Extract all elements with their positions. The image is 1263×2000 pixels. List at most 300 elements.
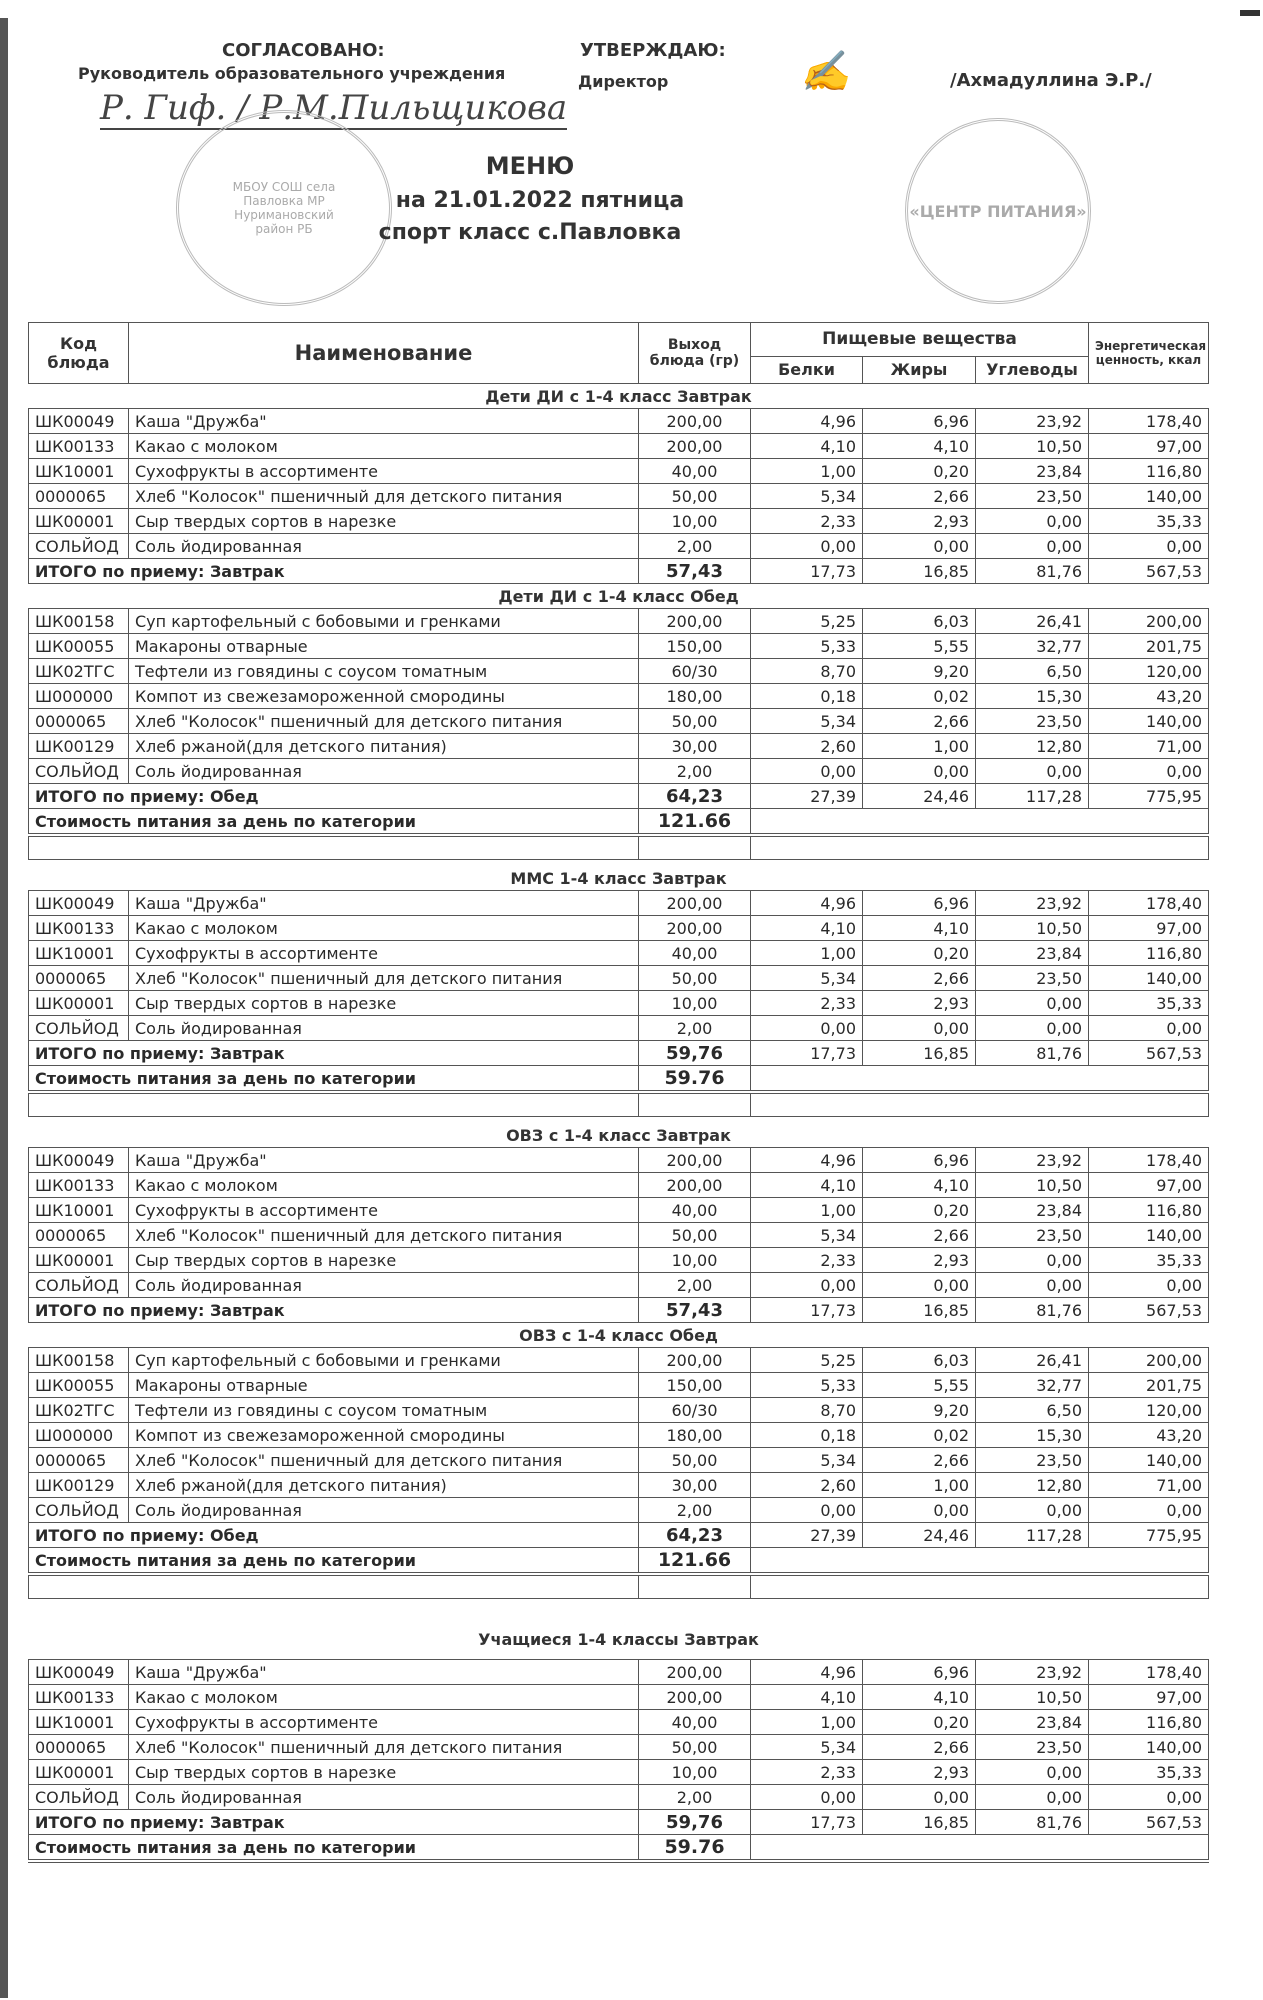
dish-carbs: 23,50 xyxy=(976,1223,1089,1248)
dish-output: 10,00 xyxy=(639,1248,751,1273)
dish-name: Каша "Дружба" xyxy=(129,891,639,916)
dish-name: Какао с молоком xyxy=(129,434,639,459)
dish-proteins: 1,00 xyxy=(751,941,863,966)
dish-code: СОЛЬЙОД xyxy=(29,534,129,559)
menu-table xyxy=(28,322,1209,1863)
dish-carbs: 0,00 xyxy=(976,509,1089,534)
empty-cell xyxy=(751,1092,1209,1117)
dish-energy: 0,00 xyxy=(1089,534,1209,559)
dish-output: 60/30 xyxy=(639,659,751,684)
dish-carbs: 0,00 xyxy=(976,1273,1089,1298)
table-row xyxy=(29,1248,1209,1273)
table-row xyxy=(29,966,1209,991)
dish-proteins: 0,00 xyxy=(751,1016,863,1041)
dish-fats: 0,00 xyxy=(863,759,976,784)
dish-output: 40,00 xyxy=(639,1710,751,1735)
dish-energy: 120,00 xyxy=(1089,1398,1209,1423)
dish-code: Ш000000 xyxy=(29,684,129,709)
cost-blank xyxy=(751,1066,1209,1093)
cost-value: 59.76 xyxy=(639,1066,751,1093)
dish-output: 2,00 xyxy=(639,534,751,559)
dish-code: ШК10001 xyxy=(29,941,129,966)
dish-fats: 9,20 xyxy=(863,1398,976,1423)
dish-proteins: 0,00 xyxy=(751,1498,863,1523)
dish-energy: 178,40 xyxy=(1089,1148,1209,1173)
table-row xyxy=(29,1473,1209,1498)
dish-carbs: 0,00 xyxy=(976,759,1089,784)
dish-fats: 6,03 xyxy=(863,1348,976,1373)
dish-code: ШК00001 xyxy=(29,509,129,534)
dish-output: 200,00 xyxy=(639,434,751,459)
dish-carbs: 15,30 xyxy=(976,684,1089,709)
dish-output: 180,00 xyxy=(639,684,751,709)
dish-fats: 2,66 xyxy=(863,966,976,991)
dish-fats: 0,20 xyxy=(863,459,976,484)
dish-code: ШК00133 xyxy=(29,916,129,941)
col-fats: Жиры xyxy=(863,356,976,383)
dish-carbs: 23,92 xyxy=(976,1148,1089,1173)
empty-cell xyxy=(751,835,1209,860)
dish-fats: 4,10 xyxy=(863,434,976,459)
total-row xyxy=(29,1041,1209,1066)
dish-energy: 116,80 xyxy=(1089,1198,1209,1223)
dish-energy: 71,00 xyxy=(1089,1473,1209,1498)
dish-carbs: 10,50 xyxy=(976,434,1089,459)
dish-proteins: 0,00 xyxy=(751,1785,863,1810)
dish-code: Ш000000 xyxy=(29,1423,129,1448)
dish-code: СОЛЬЙОД xyxy=(29,1498,129,1523)
dish-proteins: 0,00 xyxy=(751,1273,863,1298)
dish-energy: 0,00 xyxy=(1089,759,1209,784)
dish-proteins: 4,96 xyxy=(751,409,863,434)
dish-code: ШК10001 xyxy=(29,1198,129,1223)
total-proteins: 17,73 xyxy=(751,1810,863,1835)
dish-fats: 0,02 xyxy=(863,684,976,709)
table-row xyxy=(29,1173,1209,1198)
section-title: ОВЗ с 1-4 класс Обед xyxy=(519,1325,718,1345)
table-row xyxy=(29,941,1209,966)
dish-fats: 5,55 xyxy=(863,634,976,659)
dish-output: 50,00 xyxy=(639,1735,751,1760)
cost-label: Стоимость питания за день по категории xyxy=(29,1835,639,1862)
dish-proteins: 4,96 xyxy=(751,1660,863,1685)
dish-fats: 5,55 xyxy=(863,1373,976,1398)
total-output: 57,43 xyxy=(639,559,751,584)
total-carbs: 81,76 xyxy=(976,559,1089,584)
dish-name: Хлеб ржаной(для детского питания) xyxy=(129,1473,639,1498)
dish-carbs: 0,00 xyxy=(976,1248,1089,1273)
dish-code: ШК00158 xyxy=(29,1348,129,1373)
dish-output: 50,00 xyxy=(639,1448,751,1473)
total-fats: 16,85 xyxy=(863,1810,976,1835)
total-proteins: 27,39 xyxy=(751,784,863,809)
dish-proteins: 5,34 xyxy=(751,1448,863,1473)
dish-fats: 0,02 xyxy=(863,1423,976,1448)
dish-carbs: 26,41 xyxy=(976,1348,1089,1373)
table-row xyxy=(29,409,1209,434)
dish-code: ШК00055 xyxy=(29,634,129,659)
dish-code: ШК10001 xyxy=(29,459,129,484)
table-row xyxy=(29,1710,1209,1735)
dish-fats: 6,96 xyxy=(863,1148,976,1173)
dish-proteins: 5,34 xyxy=(751,709,863,734)
total-energy: 567,53 xyxy=(1089,1810,1209,1835)
dish-code: СОЛЬЙОД xyxy=(29,1785,129,1810)
dish-output: 2,00 xyxy=(639,1016,751,1041)
dish-output: 50,00 xyxy=(639,484,751,509)
dish-fats: 2,66 xyxy=(863,1735,976,1760)
dish-fats: 6,96 xyxy=(863,891,976,916)
dish-output: 200,00 xyxy=(639,891,751,916)
cost-blank xyxy=(751,809,1209,836)
table-row xyxy=(29,1448,1209,1473)
dish-proteins: 2,60 xyxy=(751,1473,863,1498)
dish-name: Хлеб "Колосок" пшеничный для детского питания xyxy=(129,966,639,991)
dish-energy: 140,00 xyxy=(1089,484,1209,509)
table-row xyxy=(29,891,1209,916)
dish-code: ШК00055 xyxy=(29,1373,129,1398)
table-row xyxy=(29,1423,1209,1448)
dish-code: ШК00158 xyxy=(29,609,129,634)
dish-carbs: 0,00 xyxy=(976,1760,1089,1785)
dish-proteins: 2,33 xyxy=(751,1248,863,1273)
dish-name: Соль йодированная xyxy=(129,1785,639,1810)
dish-energy: 140,00 xyxy=(1089,1448,1209,1473)
dish-energy: 35,33 xyxy=(1089,1248,1209,1273)
dish-energy: 0,00 xyxy=(1089,1785,1209,1810)
dish-energy: 97,00 xyxy=(1089,1685,1209,1710)
dish-energy: 201,75 xyxy=(1089,1373,1209,1398)
dish-fats: 4,10 xyxy=(863,916,976,941)
dish-name: Сухофрукты в ассортименте xyxy=(129,459,639,484)
dish-fats: 2,66 xyxy=(863,1448,976,1473)
cost-blank xyxy=(751,1548,1209,1575)
dish-proteins: 4,10 xyxy=(751,916,863,941)
dish-carbs: 23,92 xyxy=(976,409,1089,434)
dish-name: Соль йодированная xyxy=(129,534,639,559)
table-row xyxy=(29,759,1209,784)
dish-name: Сыр твердых сортов в нарезке xyxy=(129,1760,639,1785)
dish-proteins: 5,34 xyxy=(751,1223,863,1248)
dish-proteins: 4,10 xyxy=(751,434,863,459)
total-energy: 567,53 xyxy=(1089,1298,1209,1323)
dish-carbs: 10,50 xyxy=(976,1173,1089,1198)
dish-proteins: 5,33 xyxy=(751,1373,863,1398)
dish-output: 40,00 xyxy=(639,1198,751,1223)
dish-output: 40,00 xyxy=(639,459,751,484)
dish-code: ШК00049 xyxy=(29,1148,129,1173)
col-energy: Энергетическая ценность, ккал xyxy=(1089,323,1209,384)
dish-fats: 2,66 xyxy=(863,1223,976,1248)
dish-proteins: 5,34 xyxy=(751,966,863,991)
table-row xyxy=(29,484,1209,509)
dish-energy: 140,00 xyxy=(1089,966,1209,991)
cost-label: Стоимость питания за день по категории xyxy=(29,1548,639,1575)
menu-table-body xyxy=(29,384,1209,1862)
dish-carbs: 23,92 xyxy=(976,1660,1089,1685)
dish-carbs: 23,84 xyxy=(976,1198,1089,1223)
total-label: ИТОГО по приему: Завтрак xyxy=(29,1041,639,1066)
total-output: 64,23 xyxy=(639,1523,751,1548)
dish-name: Какао с молоком xyxy=(129,1173,639,1198)
approve-label: УТВЕРЖДАЮ: xyxy=(580,40,726,61)
stamp-right xyxy=(905,118,1091,304)
total-label: ИТОГО по приему: Завтрак xyxy=(29,1810,639,1835)
dish-fats: 6,96 xyxy=(863,409,976,434)
dish-code: 0000065 xyxy=(29,966,129,991)
total-output: 57,43 xyxy=(639,1298,751,1323)
dish-proteins: 8,70 xyxy=(751,659,863,684)
dish-carbs: 6,50 xyxy=(976,659,1089,684)
dish-name: Хлеб "Колосок" пшеничный для детского питания xyxy=(129,1735,639,1760)
dish-name: Хлеб "Колосок" пшеничный для детского питания xyxy=(129,1223,639,1248)
dish-energy: 116,80 xyxy=(1089,1710,1209,1735)
dish-code: ШК00129 xyxy=(29,734,129,759)
total-row xyxy=(29,784,1209,809)
dish-proteins: 2,33 xyxy=(751,509,863,534)
dish-code: ШК02ТГС xyxy=(29,1398,129,1423)
dish-fats: 0,00 xyxy=(863,534,976,559)
total-row xyxy=(29,559,1209,584)
section-title: Дети ДИ с 1-4 класс Обед xyxy=(498,586,739,606)
total-carbs: 81,76 xyxy=(976,1810,1089,1835)
scan-mark xyxy=(1240,10,1260,16)
total-row xyxy=(29,1523,1209,1548)
dish-energy: 120,00 xyxy=(1089,659,1209,684)
section-header xyxy=(29,1323,1209,1348)
table-row xyxy=(29,1348,1209,1373)
table-row xyxy=(29,434,1209,459)
dish-carbs: 23,92 xyxy=(976,891,1089,916)
dish-energy: 116,80 xyxy=(1089,941,1209,966)
dish-output: 2,00 xyxy=(639,1785,751,1810)
dish-name: Сыр твердых сортов в нарезке xyxy=(129,991,639,1016)
dish-energy: 140,00 xyxy=(1089,709,1209,734)
dish-code: 0000065 xyxy=(29,1223,129,1248)
dish-name: Суп картофельный с бобовыми и гренками xyxy=(129,1348,639,1373)
table-row xyxy=(29,509,1209,534)
dish-name: Макароны отварные xyxy=(129,1373,639,1398)
dish-carbs: 12,80 xyxy=(976,734,1089,759)
dish-carbs: 23,50 xyxy=(976,1735,1089,1760)
dish-carbs: 26,41 xyxy=(976,609,1089,634)
dish-output: 200,00 xyxy=(639,609,751,634)
dish-output: 2,00 xyxy=(639,1498,751,1523)
empty-cell xyxy=(751,1574,1209,1599)
stamp-right-text: «ЦЕНТР ПИТАНИЯ» xyxy=(909,201,1087,221)
spacer xyxy=(29,1605,1209,1619)
dish-energy: 200,00 xyxy=(1089,1348,1209,1373)
table-row xyxy=(29,659,1209,684)
dish-name: Соль йодированная xyxy=(129,1498,639,1523)
dish-fats: 2,93 xyxy=(863,991,976,1016)
section-header xyxy=(29,1123,1209,1148)
dish-name: Макароны отварные xyxy=(129,634,639,659)
section-header xyxy=(29,384,1209,409)
dish-energy: 35,33 xyxy=(1089,509,1209,534)
cost-label: Стоимость питания за день по категории xyxy=(29,1066,639,1093)
total-label: ИТОГО по приему: Обед xyxy=(29,784,639,809)
dish-code: ШК00001 xyxy=(29,1760,129,1785)
dish-name: Сухофрукты в ассортименте xyxy=(129,1710,639,1735)
cost-row xyxy=(29,1835,1209,1862)
dish-proteins: 2,33 xyxy=(751,991,863,1016)
col-nutrients: Пищевые вещества xyxy=(751,323,1089,357)
dish-name: Хлеб "Колосок" пшеничный для детского питания xyxy=(129,1448,639,1473)
dish-proteins: 1,00 xyxy=(751,459,863,484)
dish-output: 10,00 xyxy=(639,991,751,1016)
dish-output: 50,00 xyxy=(639,1223,751,1248)
col-output: Выход блюда (гр) xyxy=(639,323,751,384)
table-row xyxy=(29,1760,1209,1785)
cost-blank xyxy=(751,1835,1209,1862)
dish-output: 200,00 xyxy=(639,1660,751,1685)
dish-output: 200,00 xyxy=(639,1173,751,1198)
table-row xyxy=(29,1785,1209,1810)
dish-energy: 0,00 xyxy=(1089,1273,1209,1298)
total-energy: 567,53 xyxy=(1089,1041,1209,1066)
dish-carbs: 23,50 xyxy=(976,1448,1089,1473)
dish-code: ШК00133 xyxy=(29,434,129,459)
table-row xyxy=(29,1198,1209,1223)
dish-carbs: 23,84 xyxy=(976,941,1089,966)
table-row xyxy=(29,1373,1209,1398)
dish-proteins: 1,00 xyxy=(751,1710,863,1735)
dish-name: Какао с молоком xyxy=(129,916,639,941)
total-fats: 24,46 xyxy=(863,1523,976,1548)
agreed-role: Руководитель образовательного учреждения xyxy=(78,64,506,83)
table-row xyxy=(29,709,1209,734)
empty-row xyxy=(29,1574,1209,1599)
table-row xyxy=(29,1660,1209,1685)
dish-carbs: 10,50 xyxy=(976,1685,1089,1710)
dish-proteins: 5,34 xyxy=(751,1735,863,1760)
total-proteins: 27,39 xyxy=(751,1523,863,1548)
dish-output: 50,00 xyxy=(639,709,751,734)
total-fats: 16,85 xyxy=(863,1298,976,1323)
dish-energy: 200,00 xyxy=(1089,609,1209,634)
dish-fats: 0,20 xyxy=(863,1198,976,1223)
dish-fats: 2,66 xyxy=(863,484,976,509)
dish-name: Сухофрукты в ассортименте xyxy=(129,1198,639,1223)
total-proteins: 17,73 xyxy=(751,1298,863,1323)
dish-fats: 2,93 xyxy=(863,509,976,534)
dish-energy: 35,33 xyxy=(1089,991,1209,1016)
dish-energy: 116,80 xyxy=(1089,459,1209,484)
dish-name: Суп картофельный с бобовыми и гренками xyxy=(129,609,639,634)
table-row xyxy=(29,684,1209,709)
table-row xyxy=(29,734,1209,759)
dish-energy: 178,40 xyxy=(1089,891,1209,916)
dish-fats: 0,00 xyxy=(863,1785,976,1810)
total-label: ИТОГО по приему: Завтрак xyxy=(29,559,639,584)
dish-carbs: 23,50 xyxy=(976,709,1089,734)
dish-output: 40,00 xyxy=(639,941,751,966)
dish-proteins: 0,18 xyxy=(751,684,863,709)
col-code: Код блюда xyxy=(29,323,129,384)
dish-proteins: 8,70 xyxy=(751,1398,863,1423)
empty-cell xyxy=(29,835,639,860)
total-carbs: 117,28 xyxy=(976,784,1089,809)
dish-carbs: 6,50 xyxy=(976,1398,1089,1423)
dish-energy: 97,00 xyxy=(1089,916,1209,941)
empty-cell xyxy=(639,1574,751,1599)
dish-output: 60/30 xyxy=(639,1398,751,1423)
dish-name: Тефтели из говядины с соусом томатным xyxy=(129,659,639,684)
col-proteins: Белки xyxy=(751,356,863,383)
dish-energy: 43,20 xyxy=(1089,1423,1209,1448)
total-label: ИТОГО по приему: Завтрак xyxy=(29,1298,639,1323)
approve-name: /Ахмадуллина Э.Р./ xyxy=(950,70,1152,91)
section-header xyxy=(29,1619,1209,1660)
dish-proteins: 4,96 xyxy=(751,891,863,916)
dish-energy: 97,00 xyxy=(1089,1173,1209,1198)
dish-output: 30,00 xyxy=(639,734,751,759)
section-title: ОВЗ с 1-4 класс Завтрак xyxy=(506,1125,731,1145)
dish-fats: 1,00 xyxy=(863,734,976,759)
dish-fats: 0,00 xyxy=(863,1498,976,1523)
dish-carbs: 12,80 xyxy=(976,1473,1089,1498)
dish-proteins: 2,33 xyxy=(751,1760,863,1785)
dish-carbs: 23,84 xyxy=(976,1710,1089,1735)
dish-code: ШК00001 xyxy=(29,1248,129,1273)
dish-name: Хлеб ржаной(для детского питания) xyxy=(129,734,639,759)
dish-output: 30,00 xyxy=(639,1473,751,1498)
total-label: ИТОГО по приему: Обед xyxy=(29,1523,639,1548)
total-energy: 567,53 xyxy=(1089,559,1209,584)
dish-code: СОЛЬЙОД xyxy=(29,1273,129,1298)
total-proteins: 17,73 xyxy=(751,1041,863,1066)
cost-row xyxy=(29,1548,1209,1575)
dish-name: Компот из свежезамороженной смородины xyxy=(129,684,639,709)
agreed-label: СОГЛАСОВАНО: xyxy=(222,40,385,61)
dish-output: 200,00 xyxy=(639,1685,751,1710)
dish-energy: 43,20 xyxy=(1089,684,1209,709)
total-fats: 16,85 xyxy=(863,1041,976,1066)
dish-energy: 97,00 xyxy=(1089,434,1209,459)
total-output: 64,23 xyxy=(639,784,751,809)
dish-energy: 71,00 xyxy=(1089,734,1209,759)
dish-fats: 1,00 xyxy=(863,1473,976,1498)
dish-code: 0000065 xyxy=(29,1735,129,1760)
table-row xyxy=(29,916,1209,941)
dish-carbs: 32,77 xyxy=(976,1373,1089,1398)
cost-row xyxy=(29,1066,1209,1093)
dish-energy: 35,33 xyxy=(1089,1760,1209,1785)
dish-proteins: 4,10 xyxy=(751,1685,863,1710)
table-row xyxy=(29,1273,1209,1298)
table-row xyxy=(29,459,1209,484)
dish-carbs: 0,00 xyxy=(976,1016,1089,1041)
dish-carbs: 0,00 xyxy=(976,991,1089,1016)
dish-code: ШК00049 xyxy=(29,891,129,916)
dish-name: Сухофрукты в ассортименте xyxy=(129,941,639,966)
table-row xyxy=(29,1223,1209,1248)
empty-cell xyxy=(29,1092,639,1117)
menu-date: на 21.01.2022 пятница xyxy=(395,188,685,213)
section-title: Учащиеся 1-4 классы Завтрак xyxy=(478,1629,759,1649)
dish-carbs: 23,50 xyxy=(976,966,1089,991)
dish-proteins: 1,00 xyxy=(751,1198,863,1223)
approve-role: Директор xyxy=(578,72,669,91)
dish-code: СОЛЬЙОД xyxy=(29,1016,129,1041)
table-row xyxy=(29,1016,1209,1041)
dish-name: Хлеб "Колосок" пшеничный для детского питания xyxy=(129,484,639,509)
dish-carbs: 23,84 xyxy=(976,459,1089,484)
cost-label: Стоимость питания за день по категории xyxy=(29,809,639,836)
dish-output: 200,00 xyxy=(639,409,751,434)
dish-fats: 6,96 xyxy=(863,1660,976,1685)
